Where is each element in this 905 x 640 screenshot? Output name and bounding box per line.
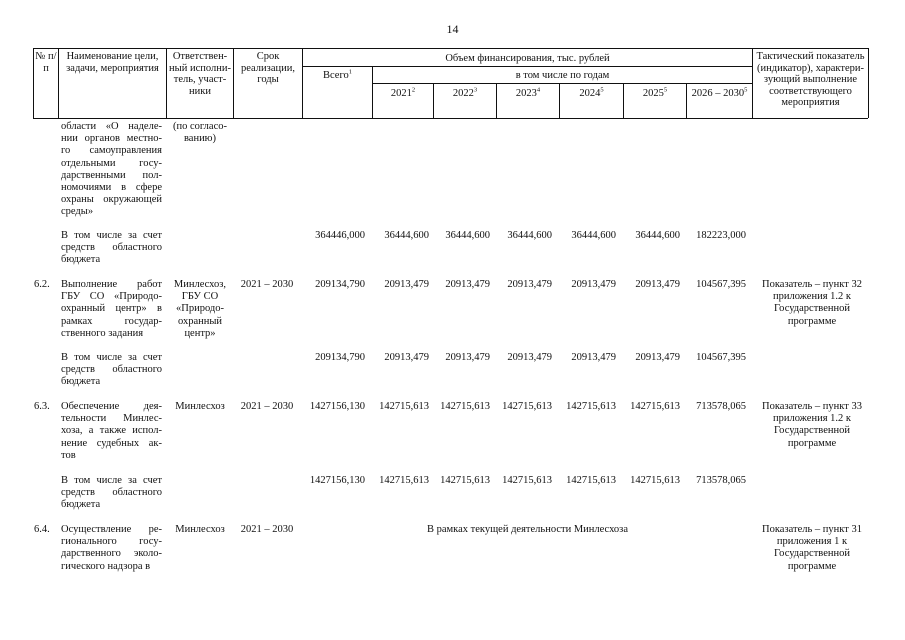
header-total-footnote: 1 bbox=[348, 68, 352, 76]
header-bottom-border bbox=[33, 118, 868, 119]
row-value-2021: 142715,613 bbox=[379, 401, 429, 412]
row-value-2024: 20913,479 bbox=[571, 352, 616, 363]
row-total: 1427156,130 bbox=[309, 475, 365, 486]
row-indicator: Показатель – пункт 33 приложения 1.2 к Государственной программе bbox=[762, 401, 862, 449]
header-by-years: в том числе по годам bbox=[515, 70, 610, 81]
row-value-2026-2030: 104567,395 bbox=[696, 279, 746, 290]
header-year-4 bbox=[624, 88, 686, 100]
row-total: 209134,790 bbox=[315, 279, 365, 290]
row-span-text: В рамках текущей деятельности Минлесхоза bbox=[426, 524, 628, 535]
row-value-2024: 142715,613 bbox=[566, 475, 616, 486]
header-total-label: Всего bbox=[323, 70, 349, 81]
year-footnote: 5 bbox=[663, 86, 668, 94]
header-indicator: Тактический показатель (индикатор), характери-зующий выполнение соответствующего мероприятия bbox=[756, 51, 865, 108]
row-indicator: Показатель – пункт 32 приложения 1.2 к Государственной программе bbox=[762, 279, 862, 327]
row-name: Выполнение работ ГБУ СО «Природо-охранный центр» в рамках государ-ственного задания bbox=[61, 279, 162, 339]
page-number: 14 bbox=[446, 22, 459, 36]
row-value-2022: 20913,479 bbox=[445, 352, 490, 363]
row-value-2021: 20913,479 bbox=[384, 352, 429, 363]
row-value-2021: 20913,479 bbox=[384, 279, 429, 290]
header-vline bbox=[233, 48, 234, 118]
header-year-1 bbox=[434, 88, 496, 100]
row-value-2023: 20913,479 bbox=[507, 279, 552, 290]
header-top-border bbox=[33, 48, 868, 49]
row-responsible: Минлесхоз bbox=[175, 524, 225, 535]
row-indicator: Показатель – пункт 31 приложения 1 к Государственной программе bbox=[762, 524, 862, 572]
year-label: 2023 bbox=[515, 88, 537, 99]
year-footnote: 4 bbox=[536, 86, 541, 94]
header-vline bbox=[58, 48, 59, 118]
header-year-3 bbox=[560, 88, 623, 100]
year-footnote: 5 bbox=[744, 86, 748, 94]
year-footnote: 2 bbox=[411, 86, 416, 94]
year-footnote: 5 bbox=[600, 86, 604, 94]
row-name: Осуществление ре-гионального госу-дарственного эколо-гического надзора в bbox=[61, 524, 162, 572]
row-total: 364446,000 bbox=[315, 230, 365, 241]
header-responsible: Ответствен-ный исполни-тель, участ-ники bbox=[169, 51, 231, 97]
row-num: 6.3. bbox=[34, 401, 50, 412]
year-footnote: 3 bbox=[473, 86, 478, 94]
row-total: 1427156,130 bbox=[309, 401, 365, 412]
row-name: В том числе за счет средств областного бюджета bbox=[61, 475, 162, 511]
header-funding-divider bbox=[302, 66, 752, 67]
row-value-2025: 20913,479 bbox=[635, 352, 680, 363]
row-period: 2021 – 2030 bbox=[240, 279, 294, 290]
row-value-2025: 20913,479 bbox=[635, 279, 680, 290]
year-label: 2024 bbox=[579, 88, 601, 99]
row-value-2026-2030: 104567,395 bbox=[696, 352, 746, 363]
year-label: 2025 bbox=[642, 88, 664, 99]
row-responsible: Минлесхоз bbox=[175, 401, 225, 412]
year-label: 2022 bbox=[452, 88, 474, 99]
header-funding: Объем финансирования, тыс. рублей bbox=[445, 53, 610, 64]
header-year-0 bbox=[373, 88, 433, 100]
header-vline bbox=[868, 48, 869, 118]
row-name: В том числе за счет средств областного бюджета bbox=[61, 230, 162, 266]
row-responsible: (по согласо-ванию) bbox=[173, 121, 227, 145]
row-value-2024: 20913,479 bbox=[571, 279, 616, 290]
row-num: 6.2. bbox=[34, 279, 50, 290]
row-responsible: Минлесхоз, ГБУ СО «Природо-охранный центр» bbox=[173, 279, 227, 339]
row-value-2025: 36444,600 bbox=[635, 230, 680, 241]
year-label: 2021 bbox=[390, 88, 412, 99]
header-vline bbox=[752, 48, 753, 118]
row-name: Обеспечение дея-тельности Минлес-хоза, а также испол-нение судебных ак-тов bbox=[61, 401, 162, 461]
header-year-5 bbox=[687, 88, 752, 100]
row-value-2024: 36444,600 bbox=[571, 230, 616, 241]
header-years-divider bbox=[372, 83, 752, 84]
header-num: № п/п bbox=[35, 51, 57, 74]
header-period: Срок реализации, годы bbox=[241, 51, 295, 85]
header-year-2 bbox=[497, 88, 559, 100]
row-total: 209134,790 bbox=[315, 352, 365, 363]
row-value-2022: 142715,613 bbox=[440, 401, 490, 412]
row-value-2026-2030: 713578,065 bbox=[696, 401, 746, 412]
header-name: Наименование цели, задачи, мероприятия bbox=[66, 51, 159, 74]
year-label: 2026 – 2030 bbox=[691, 88, 745, 99]
row-value-2021: 36444,600 bbox=[384, 230, 429, 241]
row-period: 2021 – 2030 bbox=[240, 524, 294, 535]
row-value-2026-2030: 713578,065 bbox=[696, 475, 746, 486]
row-value-2025: 142715,613 bbox=[630, 475, 680, 486]
row-value-2023: 36444,600 bbox=[507, 230, 552, 241]
row-value-2025: 142715,613 bbox=[630, 401, 680, 412]
row-period: 2021 – 2030 bbox=[240, 401, 294, 412]
row-value-2022: 36444,600 bbox=[445, 230, 490, 241]
row-name: В том числе за счет средств областного бюджета bbox=[61, 352, 162, 388]
row-value-2023: 142715,613 bbox=[502, 401, 552, 412]
row-value-2026-2030: 182223,000 bbox=[696, 230, 746, 241]
header-total bbox=[303, 70, 372, 82]
row-value-2023: 142715,613 bbox=[502, 475, 552, 486]
row-value-2023: 20913,479 bbox=[507, 352, 552, 363]
row-value-2024: 142715,613 bbox=[566, 401, 616, 412]
row-name: области «О наделе-нии органов местно-го самоуправления отдельными госу-дарственными пол-номочиями в сфере охраны окружающей среды» bbox=[61, 121, 162, 218]
row-value-2021: 142715,613 bbox=[379, 475, 429, 486]
row-value-2022: 142715,613 bbox=[440, 475, 490, 486]
row-value-2022: 20913,479 bbox=[445, 279, 490, 290]
row-num: 6.4. bbox=[34, 524, 50, 535]
